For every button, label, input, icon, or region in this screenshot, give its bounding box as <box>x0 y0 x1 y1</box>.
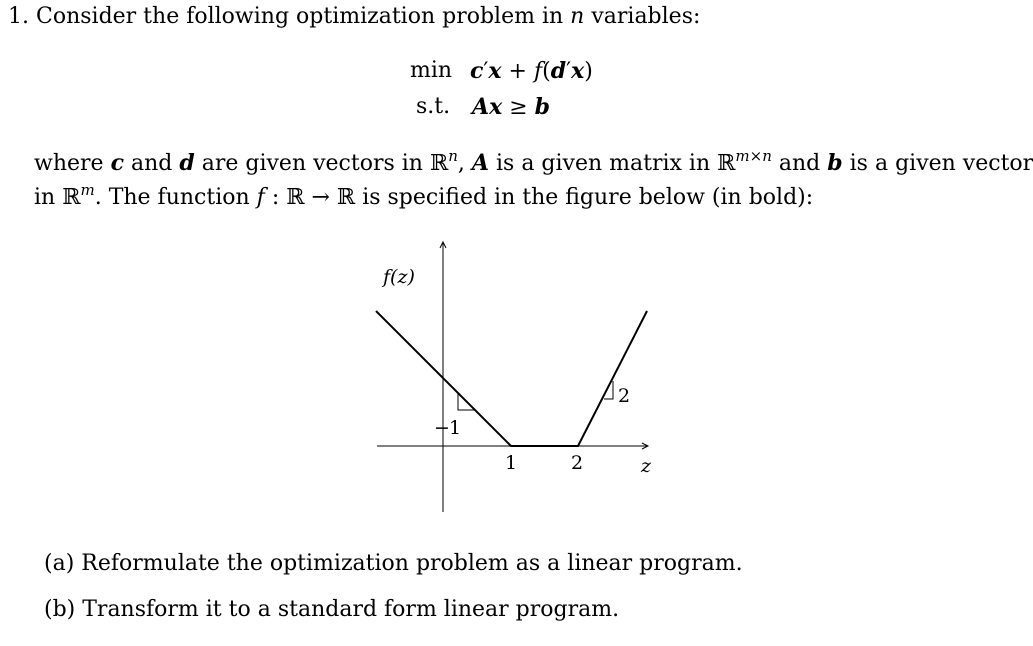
matrix-A: A <box>471 150 489 176</box>
text-fragment: in ℝ <box>34 185 81 210</box>
text-fragment: where <box>34 151 104 176</box>
x-axis-label: z <box>641 455 652 477</box>
text-fragment: and <box>778 151 821 176</box>
variable-n: n <box>570 4 585 29</box>
part-text: Transform it to a standard form linear program. <box>82 597 620 622</box>
problem-intro-end: variables: <box>591 4 701 29</box>
function-curve <box>376 311 647 446</box>
open-paren: ( <box>542 59 551 84</box>
function-f: f <box>533 59 543 84</box>
slope-sign: − <box>434 417 450 439</box>
function-f: f <box>256 185 265 210</box>
text-fragment: , <box>457 151 465 176</box>
superscript-m: m <box>80 181 95 199</box>
slope-label-right: 2 <box>618 385 631 407</box>
prime-mark: ′ <box>483 59 489 84</box>
slope-triangle-right <box>604 381 613 399</box>
text-fragment: is a given matrix in ℝ <box>496 151 736 176</box>
problem-number: 1. <box>8 4 29 29</box>
vector-d: d <box>179 150 195 176</box>
superscript-n: n <box>448 147 458 165</box>
vector-b: b <box>534 94 551 120</box>
vector-d: d <box>550 58 567 84</box>
min-label: min <box>410 58 453 83</box>
part-label: (b) <box>44 597 76 622</box>
vector-x: x <box>571 58 585 84</box>
vector-x: x <box>489 94 503 120</box>
slope-label-left: 1 <box>449 417 462 439</box>
text-fragment: and <box>130 151 173 176</box>
vector-c: c <box>470 58 484 84</box>
text-fragment: are given vectors in ℝ <box>201 151 449 176</box>
text-fragment: . The function <box>94 185 250 210</box>
part-b <box>44 597 619 622</box>
text-fragment: : ℝ → ℝ is specified in the figure below (in bold): <box>271 185 814 210</box>
prime-mark: ′ <box>566 59 572 84</box>
vector-c: c <box>110 150 124 176</box>
text-fragment: is a given vector <box>849 151 1033 176</box>
part-text: Reformulate the optimization problem as a linear program. <box>81 551 743 576</box>
close-paren: ) <box>584 59 593 84</box>
vector-x: x <box>488 58 502 84</box>
part-a <box>44 551 743 576</box>
st-label: s.t. <box>416 94 451 119</box>
part-label: (a) <box>44 551 75 576</box>
geq-sign: ≥ <box>502 95 535 120</box>
plus-sign: + <box>501 59 534 84</box>
tick-label-2: 2 <box>571 452 584 474</box>
vector-b: b <box>827 150 843 176</box>
matrix-A: A <box>472 94 490 120</box>
y-axis-label: f(z) <box>383 266 415 288</box>
problem-intro: Consider the following optimization problem in <box>36 4 564 29</box>
tick-label-1: 1 <box>505 452 518 474</box>
superscript-mxn: m×n <box>735 147 772 165</box>
